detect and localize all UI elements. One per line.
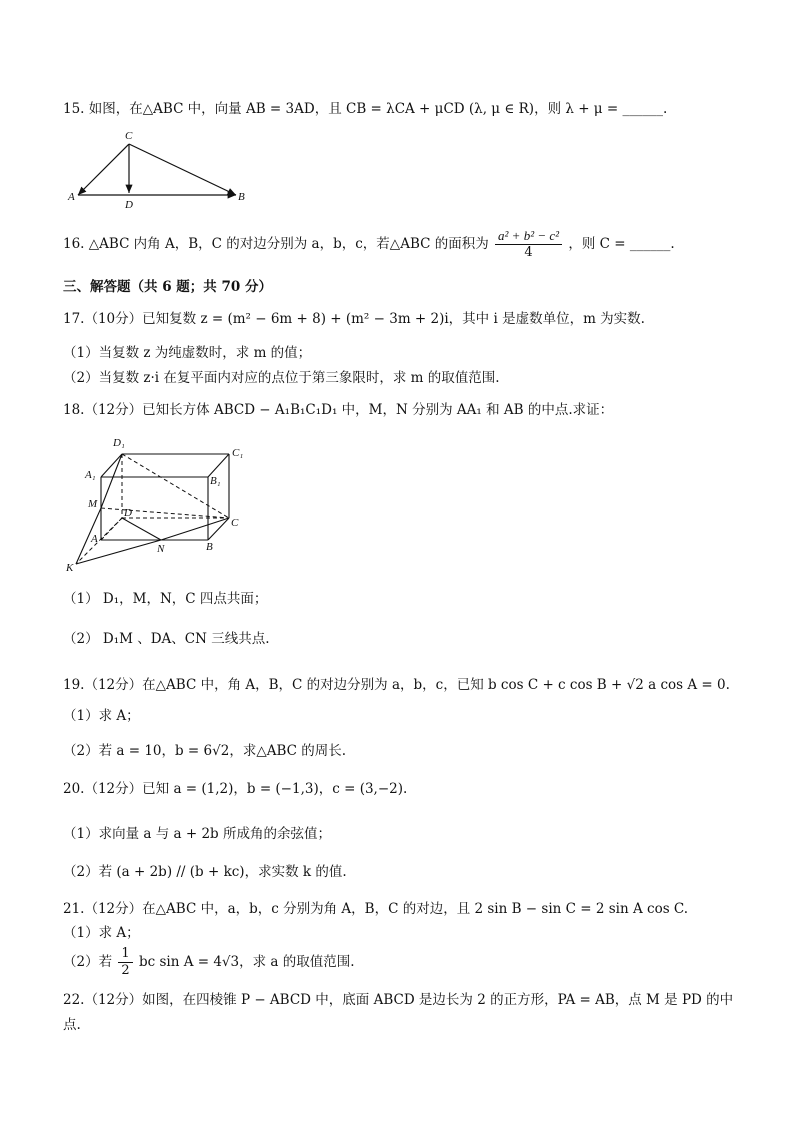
area-fraction-denominator: 4: [524, 245, 533, 260]
question-21-part-2: [63, 944, 754, 980]
question-22-line-1: 22.（12分）如图，在四棱锥 P − ABCD 中，底面 ABCD 是边长为 2 的正方形，PA = AB，点 M 是 PD 的中: [63, 992, 734, 1008]
label-a: A: [68, 191, 75, 203]
question-20-part-1: （1）求向量 a 与 a + 2b 所成角的余弦值；: [63, 826, 331, 842]
label-b: B: [206, 541, 213, 553]
figure-15-triangle: [66, 128, 256, 210]
label-a: A: [91, 533, 98, 545]
question-15-text: 15. 如图，在△ABC 中，向量 AB = 3AD，且 CB = λCA + μCD (λ, μ ∈ R)，则 λ + μ = ______.: [63, 101, 668, 117]
label-b1: B₁: [210, 475, 221, 487]
label-m: M: [88, 498, 98, 510]
question-21-part-1: （1）求 A；: [63, 925, 140, 941]
label-b: B: [238, 191, 245, 203]
area-fraction-numerator: a² + b² − c²: [495, 228, 562, 245]
label-c1: C₁: [232, 447, 244, 459]
segment-cb: [129, 144, 236, 195]
question-17-part-2: （2）当复数 z·i 在复平面内对应的点位于第三象限时，求 m 的取值范围.: [63, 370, 500, 386]
label-d: D: [124, 507, 132, 519]
label-c: C: [125, 130, 133, 142]
question-22-line-2: 点.: [63, 1017, 81, 1033]
half-fraction-numerator: 1: [118, 946, 132, 963]
question-16: [63, 226, 754, 262]
question-21-stem: 21.（12分）在△ABC 中，a，b，c 分别为角 A，B，C 的对边，且 2 sin B − sin C = 2 sin A cos C.: [63, 901, 689, 917]
question-18-stem: 18.（12分）已知长方体 ABCD − A₁B₁C₁D₁ 中，M，N 分别为 AA₁ 和 AB 的中点.求证：: [63, 402, 614, 418]
question-17-part-1: （1）当复数 z 为纯虚数时，求 m 的值；: [63, 345, 312, 361]
half-fraction: [118, 946, 132, 979]
half-fraction-denominator: 2: [121, 963, 130, 978]
question-20-stem: 20.（12分）已知 a = (1,2)，b = (−1,3)，c = (3,−2).: [63, 781, 408, 797]
question-16-after: ，则 C = ______.: [568, 236, 675, 252]
question-19-stem: 19.（12分）在△ABC 中，角 A，B，C 的对边分别为 a，b，c，已知 b cos C + c cos B + √2 a cos A = 0.: [63, 677, 730, 693]
question-19-part-2: （2）若 a = 10，b = 6√2，求△ABC 的周长.: [63, 743, 347, 759]
label-c: C: [231, 517, 239, 529]
section-3-title: 三、解答题（共 6 题；共 70 分）: [63, 279, 272, 295]
question-20-part-2: （2）若 (a + 2b) // (b + kc)，求实数 k 的值.: [63, 864, 347, 880]
segment-ca: [78, 144, 129, 195]
question-18-part-1: （1） D₁，M，N，C 四点共面；: [63, 591, 268, 607]
label-k: K: [66, 562, 74, 574]
question-17-stem: 17.（10分）已知复数 z = (m² − 6m + 8) + (m² − 3m + 2)i，其中 i 是虚数单位，m 为实数.: [63, 311, 645, 327]
question-16-before: 16. △ABC 内角 A，B，C 的对边分别为 a，b，c，若△ABC 的面积为: [63, 236, 489, 252]
question-21-part-2-prefix: （2）若: [63, 954, 113, 970]
question-19-part-1: （1）求 A；: [63, 708, 140, 724]
label-d: D: [125, 199, 133, 210]
figure-18-cuboid: [64, 434, 254, 576]
question-21-part-2-suffix: bc sin A = 4√3，求 a 的取值范围.: [138, 954, 355, 970]
question-15: [63, 99, 754, 119]
label-n: N: [157, 543, 165, 555]
area-fraction: [495, 228, 562, 261]
question-18-part-2: （2） D₁M 、DA、CN 三线共点.: [63, 631, 270, 647]
label-d1: D₁: [113, 437, 125, 449]
label-a1: A₁: [85, 469, 96, 481]
